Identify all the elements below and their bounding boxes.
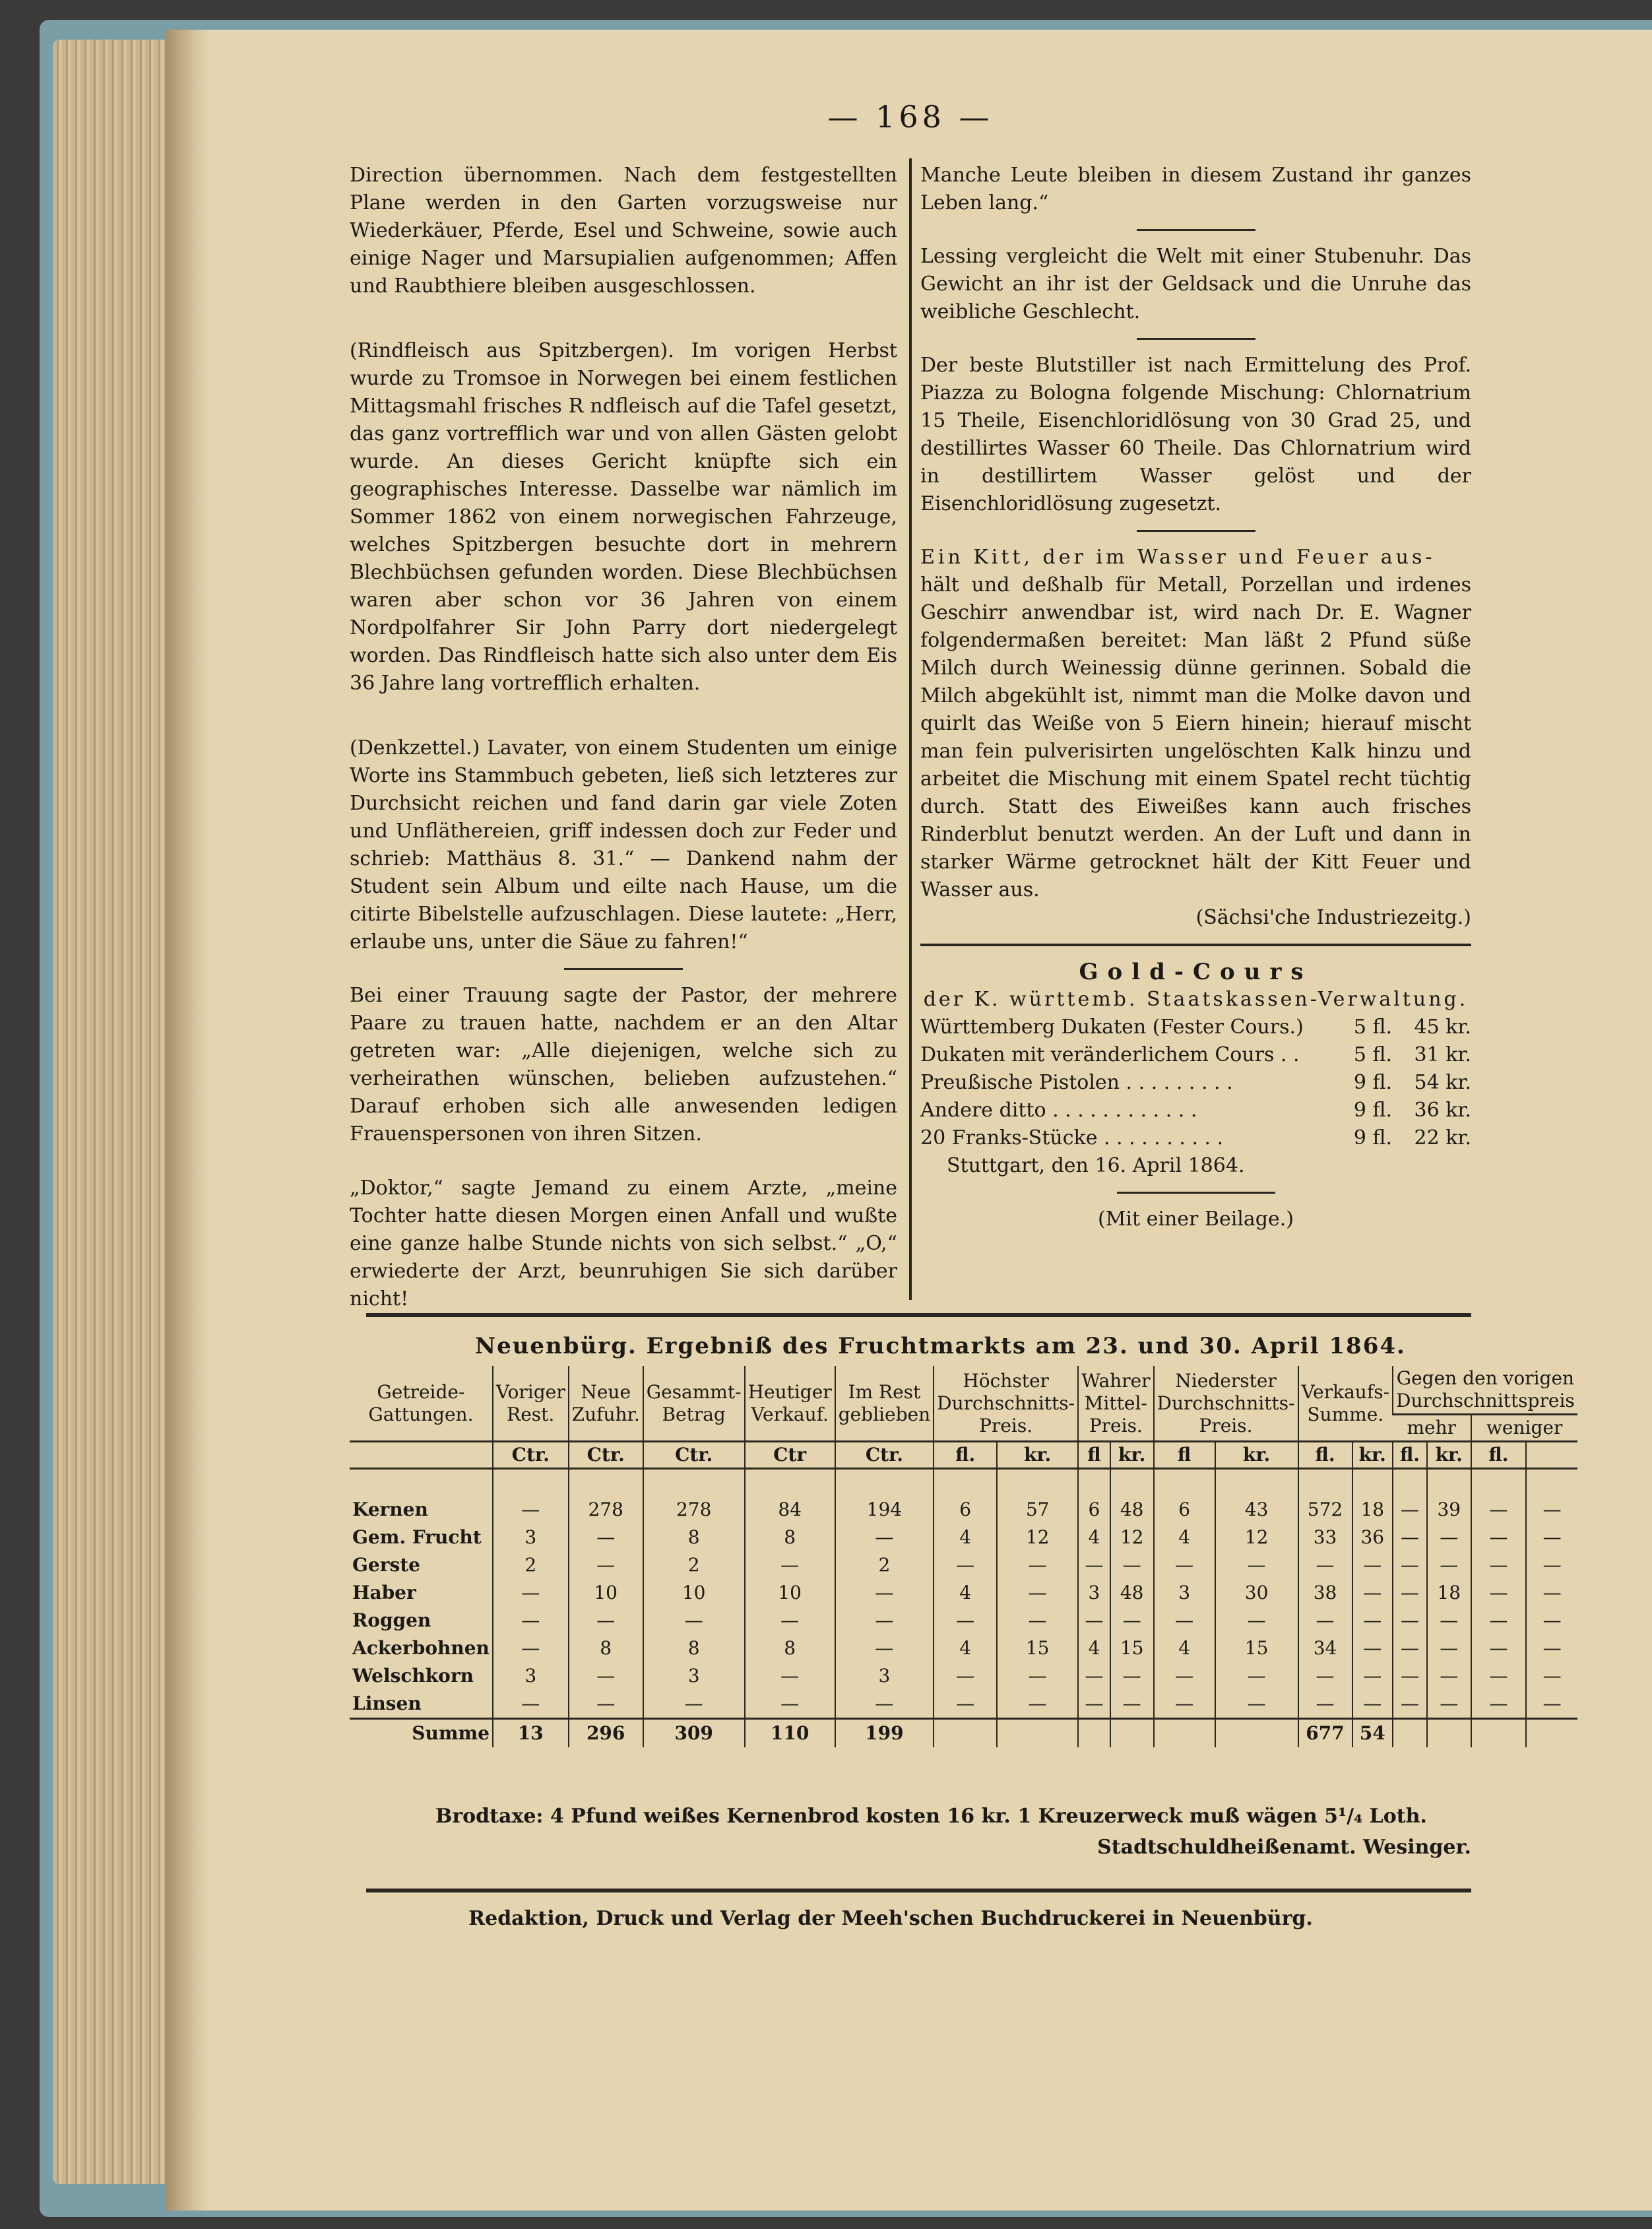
table-cell: [1471, 1719, 1527, 1748]
table-cell: 3: [493, 1662, 569, 1690]
table-cell: 48: [1110, 1469, 1154, 1524]
table-cell: —: [643, 1607, 745, 1634]
table-cell: 3: [1078, 1579, 1110, 1607]
table-cell: 2: [835, 1551, 934, 1579]
table-cell: 15: [1215, 1634, 1298, 1662]
unit-cell: fl: [1078, 1442, 1110, 1469]
table-cell: —: [1154, 1690, 1215, 1719]
grain-name-cell: Welschkorn: [352, 1665, 474, 1687]
unit-cell: [350, 1442, 493, 1469]
table-cell: [1526, 1719, 1577, 1748]
article-kitt: hält und deßhalb für Metall, Porzellan und irdenes Geschirr anwendbar ist, wird nach Dr. E. Wagner folgendermaßen bereitet: Man läßt 2 Pfund süße Milch durch Weinessig dünne gerinnen. Sobald die Milch abgekühlt ist, nimmt man die Molke davon und quirlt das Weiße von 5 Eiern hinein; hierauf mischt man fein pulverisirten ungelöschten Kalk hinzu und arbeitet die Mischung mit einem Spatel recht tüchtig durch. Statt des Eiweißes kann auch frisches Rinderblut benutzt werden. An der Luft und dann in starker Wärme getrocknet hält der Kitt Feuer und Wasser aus.: [920, 573, 1471, 901]
table-cell: 4: [934, 1579, 997, 1607]
col-header: Voriger Rest.: [493, 1366, 569, 1442]
unit-cell: Ctr.: [493, 1442, 569, 1469]
col-header: Niederster Durchschnitts-Preis.: [1154, 1366, 1298, 1442]
article-zoo: Direction übernommen. Nach dem festgestellten Plane werden in den Garten vorzugsweise nur Wiederkäuer, Pferde, Esel und Schweine, sowie auch einige Nager und Marsupialien aufgenommen; Affen und Raubthiere bleiben ausgeschlossen.: [350, 164, 897, 298]
gold-row: Württemberg Dukaten (Fester Cours.) 5 fl. 45 kr.: [920, 1016, 1471, 1039]
gold-row: Preußische Pistolen . . . . . . . . . 9 fl. 54 kr.: [920, 1071, 1471, 1094]
gold-cours-title: Gold-Cours: [1079, 959, 1313, 985]
table-cell: —: [1526, 1579, 1577, 1607]
table-cell: 12: [1110, 1524, 1154, 1551]
table-cell: —: [493, 1690, 569, 1719]
col-header: Wahrer Mittel-Preis.: [1078, 1366, 1153, 1442]
table-cell: —: [835, 1579, 934, 1607]
table-cell: [1078, 1719, 1110, 1748]
unit-cell: kr.: [997, 1442, 1078, 1469]
table-row: [350, 1469, 1577, 1524]
table-cell: —: [1215, 1551, 1298, 1579]
gold-row: Dukaten mit veränderlichem Cours . . 5 fl. 31 kr.: [920, 1043, 1471, 1066]
table-row: [350, 1634, 1577, 1662]
table-cell: —: [569, 1524, 643, 1551]
table-cell: —: [1526, 1607, 1577, 1634]
table-cell: —: [1427, 1607, 1471, 1634]
article-lessing: Lessing vergleicht die Welt mit einer Stubenuhr. Das Gewicht an ihr ist der Geldsack und die Unruhe das weibliche Geschlecht.: [920, 245, 1471, 323]
col-header: Im Rest geblieben: [835, 1366, 934, 1442]
table-cell: —: [569, 1690, 643, 1719]
table-cell: —: [569, 1551, 643, 1579]
table-cell: 33: [1298, 1524, 1352, 1551]
unit-cell: fl: [1154, 1442, 1215, 1469]
article-spitzbergen: (Rindfleisch aus Spitzbergen). Im vorigen Herbst wurde zu Tromsoe in Norwegen bei einem festlichen Mittagsmahl frisches R ndfleisch auf die Tafel gesetzt, das ganz vortrefflich war und von allen Gästen gelobt wurde. An dieses Gericht knüpfte sich ein geographisches Interesse. Dasselbe war nämlich im Sommer 1862 von einem norwegischen Fahrzeuge, welches Spitzbergen besuchte dort in mehrern Blechbüchsen gefunden worden. Diese Blechbüchsen waren aber schon vor 36 Jahren von einem Nordpolfahrer Sir John Parry dort niedergelegt worden. Das Rindfleisch hatte sich also unter dem Eis 36 Jahre lang vortrefflich erhalten.: [350, 339, 897, 695]
table-cell: —: [1154, 1551, 1215, 1579]
table-cell: [934, 1719, 997, 1748]
table-row: [350, 1690, 1577, 1719]
table-cell: 8: [745, 1634, 835, 1662]
unit-cell: Ctr.: [643, 1442, 745, 1469]
table-cell: 18: [1427, 1579, 1471, 1607]
table-cell: 36: [1352, 1524, 1393, 1551]
table-cell: 43: [1215, 1469, 1298, 1524]
article-trauung: Bei einer Trauung sagte der Pastor, der mehrere Paare zu trauen hatte, nachdem er an den Altar getreten war: „Alle diejenigen, welche sich zu verheirathen wünschen, belieben aufzustehen.“ Darauf erhoben sich alle anwesenden ledigen Frauenspersonen von ihren Sitzen.: [350, 984, 897, 1146]
table-cell: 572: [1298, 1469, 1352, 1524]
table-cell: —: [1078, 1551, 1110, 1579]
bread-tax: Brodtaxe: 4 Pfund weißes Kernenbrod kosten 16 kr. 1 Kreuzerweck muß wägen 5¹/₄ Loth.: [435, 1805, 1427, 1828]
table-cell: 278: [643, 1469, 745, 1524]
grain-name-cell: Ackerbohnen: [352, 1637, 490, 1659]
separator: [564, 968, 683, 970]
table-cell: —: [745, 1690, 835, 1719]
table-cell: —: [1526, 1551, 1577, 1579]
grain-name-cell: Roggen: [352, 1609, 431, 1631]
unit-cell: kr.: [1215, 1442, 1298, 1469]
table-cell: —: [1427, 1662, 1471, 1690]
table-cell: —: [1471, 1469, 1527, 1524]
table-cell: 677: [1298, 1719, 1352, 1748]
table-cell: —: [1393, 1469, 1427, 1524]
table-cell: 3: [493, 1524, 569, 1551]
unit-cell: fl.: [1471, 1442, 1527, 1469]
table-cell: 4: [1078, 1524, 1110, 1551]
table-cell: —: [1526, 1634, 1577, 1662]
col-header: Neue Zufuhr.: [569, 1366, 643, 1442]
table-cell: 296: [569, 1719, 643, 1748]
table-cell: —: [1471, 1551, 1527, 1579]
table-cell: 8: [643, 1634, 745, 1662]
table-cell: 39: [1427, 1469, 1471, 1524]
table-cell: —: [1393, 1551, 1427, 1579]
table-cell: —: [493, 1607, 569, 1634]
unit-cell: kr.: [1352, 1442, 1393, 1469]
table-cell: [1154, 1719, 1215, 1748]
table-cell: —: [1154, 1607, 1215, 1634]
table-cell: —: [1110, 1607, 1154, 1634]
separator: [1137, 229, 1255, 231]
col-header: Gesammt-Betrag: [643, 1366, 745, 1442]
table-cell: —: [1352, 1579, 1393, 1607]
col-header: Getreide-Gattungen.: [350, 1366, 493, 1442]
table-cell: —: [1215, 1607, 1298, 1634]
table-cell: —: [934, 1662, 997, 1690]
table-cell: —: [1471, 1579, 1527, 1607]
table-cell: —: [1427, 1634, 1471, 1662]
article-kitt-source: (Sächsi'che Industriezeitg.): [1195, 906, 1471, 929]
col-header: Heutiger Verkauf.: [745, 1366, 835, 1442]
table-cell: —: [835, 1634, 934, 1662]
table-cell: [1110, 1719, 1154, 1748]
table-cell: —: [1352, 1551, 1393, 1579]
table-cell: 48: [1110, 1579, 1154, 1607]
table-cell: 12: [997, 1524, 1078, 1551]
table-cell: —: [745, 1551, 835, 1579]
table-cell: —: [1298, 1607, 1352, 1634]
table-cell: —: [1526, 1690, 1577, 1719]
footer-rule: [366, 1889, 1471, 1892]
unit-cell: fl.: [934, 1442, 997, 1469]
col-subheader-weniger: weniger: [1471, 1415, 1577, 1442]
grain-name-cell: Linsen: [352, 1693, 422, 1714]
grain-name-cell: Gem. Frucht: [352, 1526, 482, 1548]
table-cell: 4: [934, 1634, 997, 1662]
col-header: Gegen den vorigen Durchschnittspreis: [1393, 1366, 1577, 1415]
table-cell: —: [1471, 1524, 1527, 1551]
column-rule: [909, 158, 912, 1300]
table-sum-row: [350, 1719, 1577, 1748]
market-table: [350, 1366, 1577, 1747]
col-subheader-mehr: mehr: [1393, 1415, 1471, 1442]
table-cell: 4: [1154, 1634, 1215, 1662]
left-column: [350, 162, 897, 1313]
table-cell: —: [745, 1607, 835, 1634]
article-doktor-end: Manche Leute bleiben in diesem Zustand ihr ganzes Leben lang.“: [920, 164, 1471, 214]
gold-row: 20 Franks-Stücke . . . . . . . . . . 9 fl. 22 kr.: [920, 1126, 1471, 1149]
table-cell: —: [997, 1551, 1078, 1579]
table-cell: —: [997, 1607, 1078, 1634]
table-cell: [1427, 1719, 1471, 1748]
table-cell: —: [934, 1607, 997, 1634]
unit-cell: fl.: [1393, 1442, 1427, 1469]
table-cell: 18: [1352, 1469, 1393, 1524]
table-cell: —: [1427, 1690, 1471, 1719]
table-cell: —: [1215, 1690, 1298, 1719]
table-cell: —: [835, 1607, 934, 1634]
table-cell: 4: [1078, 1634, 1110, 1662]
table-cell: —: [1526, 1662, 1577, 1690]
table-cell: 6: [1078, 1469, 1110, 1524]
table-cell: —: [1393, 1662, 1427, 1690]
grain-name-cell: Gerste: [352, 1554, 420, 1576]
table-cell: 2: [643, 1551, 745, 1579]
table-cell: —: [997, 1579, 1078, 1607]
gutter-shadow: [165, 30, 211, 2211]
table-cell: —: [1078, 1690, 1110, 1719]
table-cell: —: [1427, 1551, 1471, 1579]
unit-cell: Ctr: [745, 1442, 835, 1469]
table-cell: —: [1298, 1690, 1352, 1719]
table-cell: —: [569, 1662, 643, 1690]
table-cell: 199: [835, 1719, 934, 1748]
article-denkzettel: (Denkzettel.) Lavater, von einem Studenten um einige Worte ins Stammbuch gebeten, ließ sich letzteres zur Durchsicht reichen und fand darin gar viele Zoten und Unfläthereien, griff indessen doch zur Feder und schrieb: Matthäus 8. 31.“ — Dankend nahm der Student sein Album und eilte nach Hause, um die citirte Bibelstelle aufzuschlagen. Diese lautete: „Herr, erlaube uns, unter die Säue zu fahren!“: [350, 736, 897, 953]
right-column: [920, 162, 1471, 1233]
table-cell: 57: [997, 1469, 1078, 1524]
table-cell: —: [1471, 1607, 1527, 1634]
table-row: [350, 1607, 1577, 1634]
table-cell: 4: [1154, 1524, 1215, 1551]
unit-cell: fl.: [1298, 1442, 1352, 1469]
col-header: Verkaufs-Summe.: [1298, 1366, 1393, 1442]
table-cell: —: [934, 1551, 997, 1579]
col-header: Höchster Durchschnitts-Preis.: [934, 1366, 1078, 1442]
table-cell: 15: [1110, 1634, 1154, 1662]
table-cell: 10: [643, 1579, 745, 1607]
table-cell: —: [1352, 1607, 1393, 1634]
table-cell: 6: [1154, 1469, 1215, 1524]
table-cell: —: [569, 1607, 643, 1634]
table-cell: —: [1110, 1690, 1154, 1719]
table-cell: —: [1352, 1662, 1393, 1690]
table-cell: —: [493, 1634, 569, 1662]
separator: [1137, 530, 1255, 532]
unit-cell: Ctr.: [569, 1442, 643, 1469]
table-cell: —: [1078, 1607, 1110, 1634]
table-cell: —: [1471, 1634, 1527, 1662]
table-cell: 8: [643, 1524, 745, 1551]
market-table-body: [350, 1469, 1577, 1748]
table-cell: 15: [997, 1634, 1078, 1662]
table-cell: 110: [745, 1719, 835, 1748]
table-cell: [1393, 1719, 1427, 1748]
table-cell: —: [1427, 1524, 1471, 1551]
table-row: [350, 1579, 1577, 1607]
table-cell: —: [1393, 1690, 1427, 1719]
grain-name-cell: Summe: [350, 1719, 493, 1748]
table-cell: 12: [1215, 1524, 1298, 1551]
table-row: [350, 1662, 1577, 1690]
gold-cours-subtitle: der K. württemb. Staatskassen-Verwaltung.: [923, 988, 1469, 1011]
office-signature: Stadtschuldheißenamt. Wesinger.: [1097, 1836, 1471, 1859]
table-cell: —: [1110, 1551, 1154, 1579]
table-cell: 3: [1154, 1579, 1215, 1607]
gold-cours-table: [920, 1014, 1471, 1152]
table-cell: —: [1078, 1662, 1110, 1690]
table-cell: —: [1352, 1634, 1393, 1662]
unit-cell: [1526, 1442, 1577, 1469]
page-number: — 168 —: [827, 99, 994, 135]
separator: [1117, 1192, 1275, 1194]
table-cell: —: [835, 1524, 934, 1551]
market-title: Neuenbürg. Ergebniß des Fruchtmarkts am 23. und 30. April 1864.: [475, 1333, 1406, 1359]
table-cell: 3: [835, 1662, 934, 1690]
table-cell: [1215, 1719, 1298, 1748]
table-cell: 3: [643, 1662, 745, 1690]
table-cell: 194: [835, 1469, 934, 1524]
article-doktor: „Doktor,“ sagte Jemand zu einem Arzte, „meine Tochter hatte diesen Morgen einen Anfall und wußte eine ganze halbe Stunde nichts von sich selbst.“ „O,“ erwiederte der Arzt, beunruhigen Sie sich darüber nicht!: [350, 1177, 897, 1310]
table-cell: —: [745, 1662, 835, 1690]
table-row: [350, 1551, 1577, 1579]
unit-cell: kr.: [1427, 1442, 1471, 1469]
table-cell: 30: [1215, 1579, 1298, 1607]
table-cell: 84: [745, 1469, 835, 1524]
section-rule: [366, 1313, 1471, 1317]
table-cell: —: [835, 1690, 934, 1719]
article-kitt-lead: Ein Kitt, der im Wasser und Feuer aus-: [920, 546, 1436, 569]
separator: [920, 944, 1471, 946]
table-cell: 10: [745, 1579, 835, 1607]
article-blutstiller: Der beste Blutstiller ist nach Ermittelung des Prof. Piazza zu Bologna folgende Mischung: Chlornatrium 15 Theile, Eisenchloridlösung von 30 Grad 25, und destillirtes Wasser 60 Theile. Das Chlornatrium wird in destillirtem Wasser gelöst und der Eisenchloridlösung zugesetzt.: [920, 354, 1471, 515]
table-cell: —: [493, 1579, 569, 1607]
gold-row: Andere ditto . . . . . . . . . . . . 9 fl. 36 kr.: [920, 1099, 1471, 1122]
table-cell: —: [1298, 1551, 1352, 1579]
table-cell: 13: [493, 1719, 569, 1748]
table-cell: —: [1393, 1524, 1427, 1551]
table-cell: —: [1393, 1579, 1427, 1607]
table-cell: 2: [493, 1551, 569, 1579]
table-cell: —: [1110, 1662, 1154, 1690]
table-row: [350, 1524, 1577, 1551]
table-cell: —: [934, 1690, 997, 1719]
table-cell: —: [997, 1662, 1078, 1690]
grain-name-cell: Kernen: [352, 1499, 428, 1520]
separator: [1137, 338, 1255, 340]
table-cell: 309: [643, 1719, 745, 1748]
table-cell: —: [1215, 1662, 1298, 1690]
imprint: Redaktion, Druck und Verlag der Meeh'schen Buchdruckerei in Neuenbürg.: [468, 1907, 1313, 1930]
grain-name-cell: Haber: [352, 1582, 416, 1603]
table-cell: —: [1526, 1469, 1577, 1524]
table-cell: —: [1526, 1524, 1577, 1551]
gold-cours-date: Stuttgart, den 16. April 1864.: [947, 1154, 1245, 1177]
table-cell: —: [1471, 1662, 1527, 1690]
table-cell: [997, 1719, 1078, 1748]
table-cell: —: [1393, 1634, 1427, 1662]
supplement-note: (Mit einer Beilage.): [1098, 1208, 1294, 1231]
table-cell: 34: [1298, 1634, 1352, 1662]
table-cell: —: [1393, 1607, 1427, 1634]
table-cell: —: [1471, 1690, 1527, 1719]
table-cell: 8: [745, 1524, 835, 1551]
table-cell: —: [997, 1690, 1078, 1719]
table-cell: 278: [569, 1469, 643, 1524]
table-cell: 6: [934, 1469, 997, 1524]
table-cell: —: [1298, 1662, 1352, 1690]
table-cell: —: [1154, 1662, 1215, 1690]
unit-cell: Ctr.: [835, 1442, 934, 1469]
table-cell: 10: [569, 1579, 643, 1607]
table-cell: 54: [1352, 1719, 1393, 1748]
table-cell: 38: [1298, 1579, 1352, 1607]
table-cell: —: [643, 1690, 745, 1719]
table-cell: —: [493, 1469, 569, 1524]
table-cell: 8: [569, 1634, 643, 1662]
unit-cell: kr.: [1110, 1442, 1154, 1469]
table-cell: 4: [934, 1524, 997, 1551]
table-cell: —: [1352, 1690, 1393, 1719]
